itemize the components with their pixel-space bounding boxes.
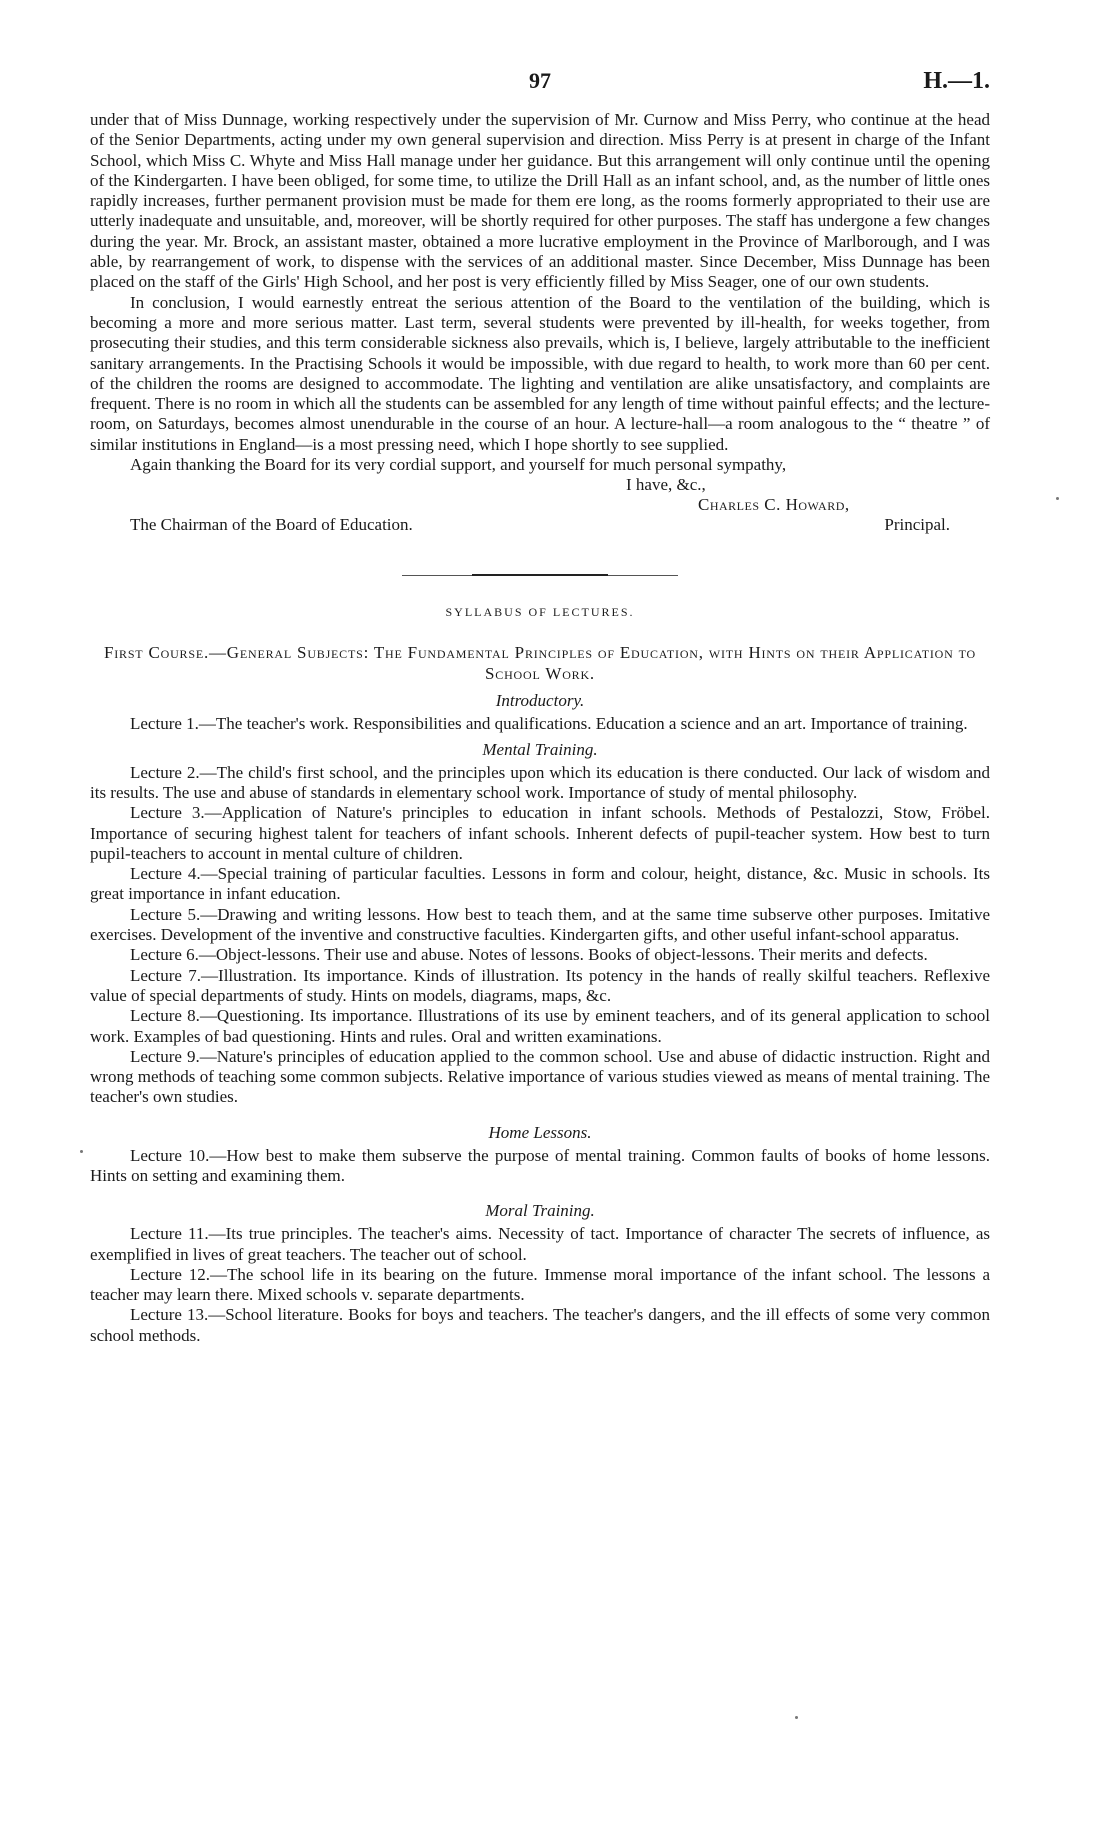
letter-paragraph: In conclusion, I would earnestly entreat the serious attention of the Board to the ventilation of the building, which is becoming a more and more serious matter. Last term, several students were prevented by ill-health, for weeks together, from prosecuting their studies, and this term considerable sickness also prevails, which is, I believe, largely attributable to the inefficient sanitary arrangements. In the Practising Schools it would be impossible, with due regard to health, to work more than 60 per cent. of the children the rooms are designed to accommodate. The lighting and ventilation are alike unsatisfactory, and complaints are frequent. There is no room in which all the students can be assembled for any length of time without painful effects; and the lecture-room, on Saturdays, becomes almost unendurable in the course of an hour. A lecture-hall—a room analogous to the “ theatre ” of similar institutions in England—is a most pressing need, which I hope shortly to see supplied. (90, 292, 990, 454)
addressee: The Chairman of the Board of Education. (130, 515, 413, 535)
lecture-entry: Lecture 6.—Object-lessons. Their use and abuse. Notes of lessons. Books of object-lessons. Their merits and defects. (130, 945, 928, 965)
section-divider (90, 537, 990, 597)
lecture-entry: Lecture 8.—Questioning. Its importance. Illustrations of its use by eminent teachers, and of its general application to school work. Examples of bad questioning. Hints and rules. Oral and written examinations. (90, 1006, 990, 1046)
signatory-name: Charles C. Howard, (698, 495, 850, 515)
lecture-entry: Lecture 1.—The teacher's work. Responsibilities and qualifications. Education a science and an art. Importance of training. (130, 714, 968, 734)
divider-rule-center (472, 574, 608, 576)
document-page (90, 0, 990, 1346)
print-speck (80, 1150, 83, 1153)
lecture-entry: Lecture 7.—Illustration. Its importance. Kinds of illustration. Its potency in the hands of really skilful teachers. Reflexive value of special departments of study. Hints on models, diagrams, maps, &c. (90, 965, 990, 1005)
print-speck (1056, 497, 1059, 500)
section-heading: Mental Training. (482, 739, 598, 759)
lecture-entry: Lecture 2.—The child's first school, and the principles upon which its education is there conducted. Our lack of wisdom and its results. The use and abuse of standards in elementary school work. Importance of study of mental philosophy. (90, 762, 990, 802)
lecture-entry: Lecture 10.—How best to make them subserve the purpose of mental training. Common faults of books of home lessons. Hints on setting and examining them. (90, 1145, 990, 1185)
signatory-title: Principal. (884, 515, 950, 535)
lecture-entry: Lecture 4.—Special training of particular faculties. Lessons in form and colour, height, distance, &c. Music in schools. Its great importance in infant education. (90, 864, 990, 904)
lecture-entry: Lecture 13.—School literature. Books for boys and teachers. The teacher's dangers, and the ill effects of some very common school methods. (90, 1305, 990, 1345)
letter-paragraph: under that of Miss Dunnage, working respectively under the supervision of Mr. Curnow and Miss Perry, who continue at the head of the Senior Departments, acting under my own general supervision and direction. Miss Perry is at present in charge of the Infant School, which Miss C. Whyte and Miss Hall manage under her guidance. But this arrangement will only continue until the opening of the Kindergarten. I have been obliged, for some time, to utilize the Drill Hall as an infant school, and, as the number of little ones rapidly increases, further permanent provision must be made for them ere long, as the rooms formerly appropriated to their use are utterly inadequate and unsuitable, and, moreover, will be shortly required for other purposes. The staff has undergone a few changes during the year. Mr. Brock, an assistant master, obtained a more lucrative employment in the Province of Marlborough, and I was able, by rearrangement of work, to dispense with the services of an additional master. Since December, Miss Dunnage has been placed on the staff of the Girls' High School, and her post is very efficiently filled by Miss Seager, one of our own students. (90, 110, 990, 292)
section-heading: Home Lessons. (488, 1122, 592, 1142)
page-number: 97 (529, 68, 551, 93)
lecture-entry: Lecture 12.—The school life in its bearing on the future. Immense moral importance of the infant school. The lessons a teacher may learn there. Mixed schools v. separate departments. (90, 1264, 990, 1305)
document-code: H.—1. (923, 68, 990, 94)
lecture-entry: Lecture 3.—Application of Nature's principles to education in infant schools. Methods of Pestalozzi, Stow, Fröbel. Importance of securing highest talent for teachers of infant schools. Inherent defects of pupil-teacher system. How best to turn pupil-teachers to account in mental culture of children. (90, 803, 990, 863)
section-heading: Introductory. (495, 691, 585, 711)
course-title: First Course.—General Subjects: The Fundamental Principles of Education, with Hints on their Application to School Work. (103, 643, 977, 684)
syllabus-title: SYLLABUS OF LECTURES. (445, 605, 635, 620)
section-heading: Moral Training. (485, 1201, 595, 1221)
letter-closing (90, 475, 990, 537)
letter-paragraph: Again thanking the Board for its very cordial support, and yourself for much personal sympathy, (130, 455, 787, 475)
lecture-entry: Lecture 9.—Nature's principles of education applied to the common school. Use and abuse of didactic instruction. Right and wrong methods of teaching some common subjects. Relative importance of various studies viewed as means of mental training. The teacher's own studies. (90, 1046, 990, 1107)
lecture-entry: Lecture 5.—Drawing and writing lessons. How best to teach them, and at the same time subserve other purposes. Imitative exercises. Development of the inventive and constructive faculties. Kindergarten gifts, and other useful infant-school apparatus. (90, 904, 990, 945)
closing-phrase: I have, &c., (626, 475, 706, 495)
page-header (90, 0, 990, 110)
print-speck (795, 1716, 798, 1719)
lecture-entry: Lecture 11.—Its true principles. The teacher's aims. Necessity of tact. Importance of character The secrets of influence, as exemplified in lives of great teachers. The teacher out of school. (90, 1224, 990, 1264)
